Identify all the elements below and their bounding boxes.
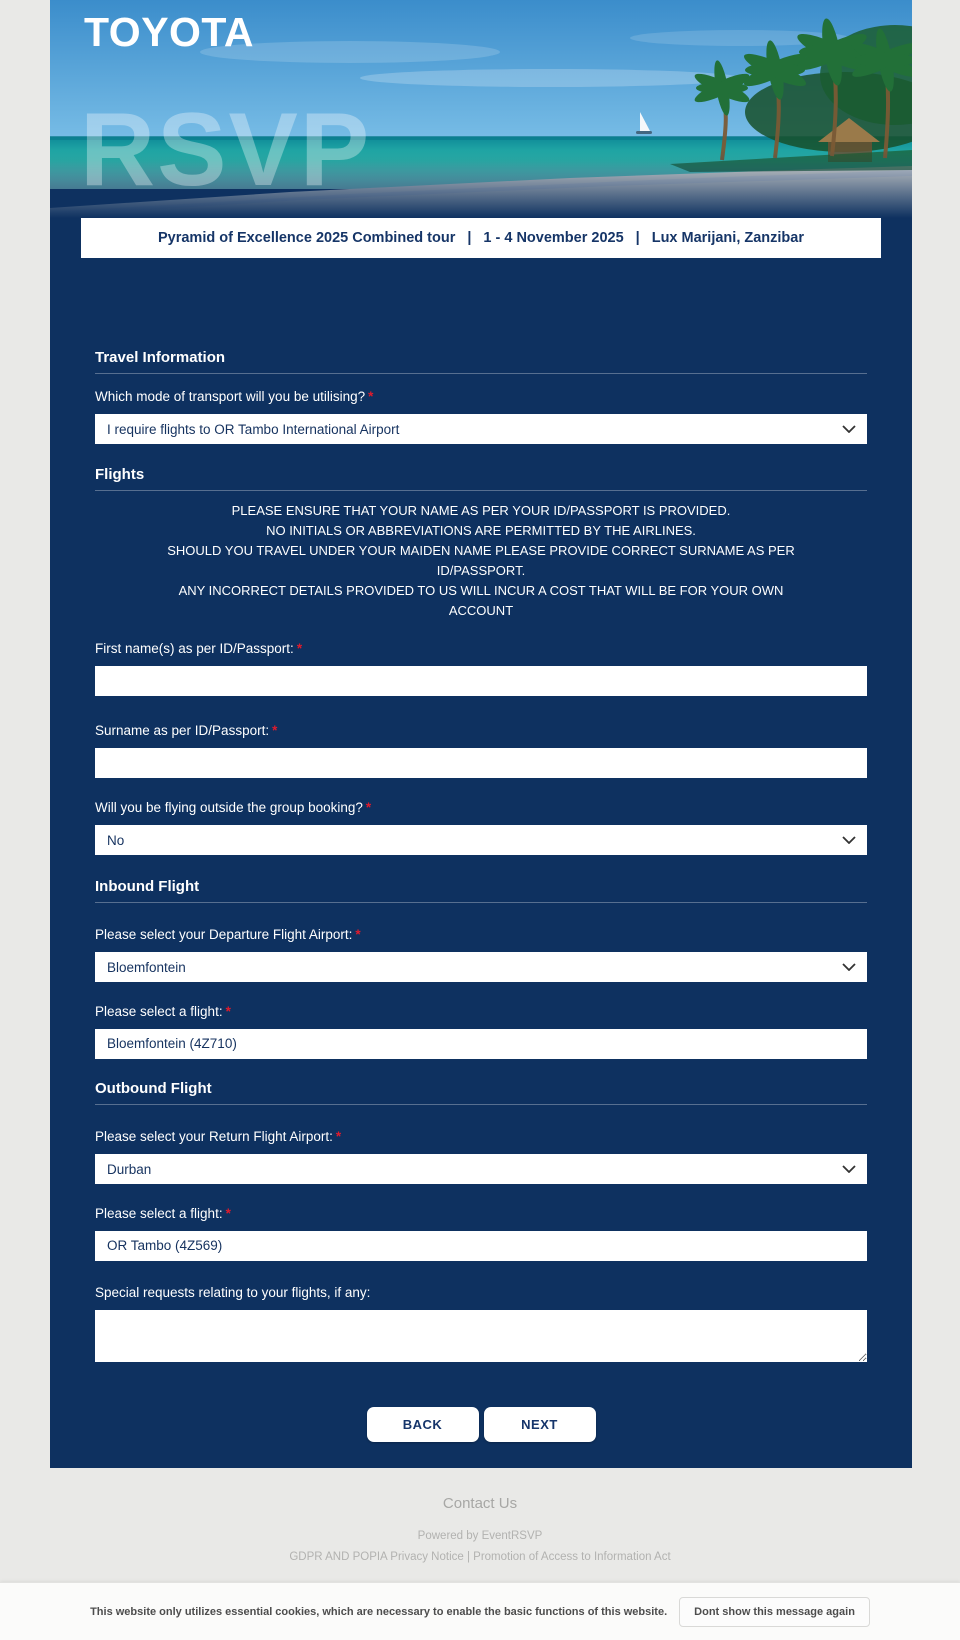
notice-line: ID/PASSPORT.	[436, 563, 526, 578]
chevron-down-icon	[842, 836, 856, 844]
required-asterisk: *	[365, 800, 372, 815]
header-hero	[50, 0, 912, 218]
transport-label-text: Which mode of transport will you be utilising?	[95, 389, 366, 404]
section-flights	[95, 467, 867, 491]
required-asterisk: *	[368, 389, 374, 404]
surname-input[interactable]	[95, 748, 867, 778]
return-airport-select-value: Durban	[107, 1161, 152, 1177]
flights-notice	[95, 501, 867, 621]
site-footer	[0, 1496, 960, 1563]
inbound-flight-input[interactable]	[95, 1029, 867, 1059]
first-name-label	[95, 641, 867, 657]
separator: |	[635, 230, 640, 246]
event-location: Lux Marijani, Zanzibar	[651, 230, 804, 246]
next-button[interactable]: NEXT	[484, 1407, 596, 1442]
departure-airport-select-value: Bloemfontein	[107, 959, 186, 975]
outside-group-select[interactable]	[95, 825, 867, 855]
section-travel-information	[95, 350, 867, 374]
section-title-travel-information: Travel Information	[95, 349, 226, 366]
separator: |	[467, 230, 472, 246]
event-title: Pyramid of Excellence 2025 Combined tour	[157, 230, 456, 246]
notice-line: ANY INCORRECT DETAILS PROVIDED TO US WILL INCUR A COST THAT WILL BE FOR YOUR OWN	[178, 583, 784, 598]
departure-airport-label-text: Please select your Departure Flight Airport:	[95, 927, 353, 942]
section-outbound-flight	[95, 1081, 867, 1105]
first-name-label-text: First name(s) as per ID/Passport:	[95, 641, 294, 656]
departure-airport-select[interactable]	[95, 952, 867, 982]
required-asterisk: *	[225, 1206, 231, 1221]
inbound-flight-label	[95, 1004, 867, 1020]
form-actions	[95, 1407, 867, 1442]
section-title-flights: Flights	[95, 466, 145, 483]
departure-airport-label	[95, 927, 867, 943]
outside-group-label-text: Will you be flying outside the group booking?	[95, 800, 363, 815]
outbound-flight-label	[95, 1206, 867, 1222]
section-title-outbound-flight: Outbound Flight	[95, 1080, 212, 1097]
back-button[interactable]: BACK	[367, 1407, 479, 1442]
outside-group-select-value: No	[107, 832, 125, 848]
chevron-down-icon	[842, 425, 856, 433]
toyota-logo: TOYOTA	[84, 9, 255, 55]
surname-label-text: Surname as per ID/Passport:	[95, 723, 270, 738]
required-asterisk: *	[355, 927, 361, 942]
cookie-message: This website only utilizes essential cookies, which are necessary to enable the basic functions of this website.	[90, 1605, 668, 1618]
outside-group-label	[95, 800, 867, 816]
legal-links[interactable]: GDPR AND POPIA Privacy Notice | Promotion of Access to Information Act	[289, 1551, 671, 1563]
surname-label	[95, 723, 867, 739]
cookie-bar	[0, 1582, 960, 1640]
transport-select-value: I require flights to OR Tambo International Airport	[107, 421, 400, 437]
required-asterisk: *	[296, 641, 303, 656]
return-airport-label	[95, 1129, 867, 1145]
notice-line: ACCOUNT	[448, 603, 514, 618]
notice-line: PLEASE ENSURE THAT YOUR NAME AS PER YOUR ID/PASSPORT IS PROVIDED.	[231, 503, 731, 518]
outbound-flight-label-text: Please select a flight:	[95, 1206, 223, 1221]
chevron-down-icon	[842, 1165, 856, 1173]
event-title-bar	[81, 218, 881, 258]
notice-line: SHOULD YOU TRAVEL UNDER YOUR MAIDEN NAME PLEASE PROVIDE CORRECT SURNAME AS PER	[167, 543, 795, 558]
required-asterisk: *	[335, 1129, 342, 1144]
transport-label	[95, 389, 867, 405]
required-asterisk: *	[272, 723, 278, 738]
rsvp-watermark: RSVP	[80, 92, 372, 208]
section-inbound-flight	[95, 879, 867, 903]
rsvp-card	[50, 0, 912, 1468]
return-airport-label-text: Please select your Return Flight Airport:	[95, 1129, 333, 1144]
inbound-flight-label-text: Please select a flight:	[95, 1004, 223, 1019]
first-name-input[interactable]	[95, 666, 867, 696]
notice-line: NO INITIALS OR ABBREVIATIONS ARE PERMITTED BY THE AIRLINES.	[266, 523, 696, 538]
special-requests-label	[95, 1285, 867, 1301]
chevron-down-icon	[842, 963, 856, 971]
special-requests-textarea[interactable]	[95, 1310, 867, 1362]
return-airport-select[interactable]	[95, 1154, 867, 1184]
contact-us-link[interactable]: Contact Us	[442, 1495, 518, 1512]
special-requests-label-text: Special requests relating to your flights, if any:	[95, 1285, 371, 1300]
transport-select[interactable]	[95, 414, 867, 444]
event-dates: 1 - 4 November 2025	[483, 230, 624, 246]
required-asterisk: *	[225, 1004, 231, 1019]
powered-by-text: Powered by EventRSVP	[417, 1530, 543, 1542]
section-title-inbound-flight: Inbound Flight	[95, 878, 200, 895]
travel-form	[50, 258, 912, 1442]
cookie-dismiss-button[interactable]: Dont show this message again	[679, 1597, 870, 1627]
outbound-flight-input[interactable]	[95, 1231, 867, 1261]
